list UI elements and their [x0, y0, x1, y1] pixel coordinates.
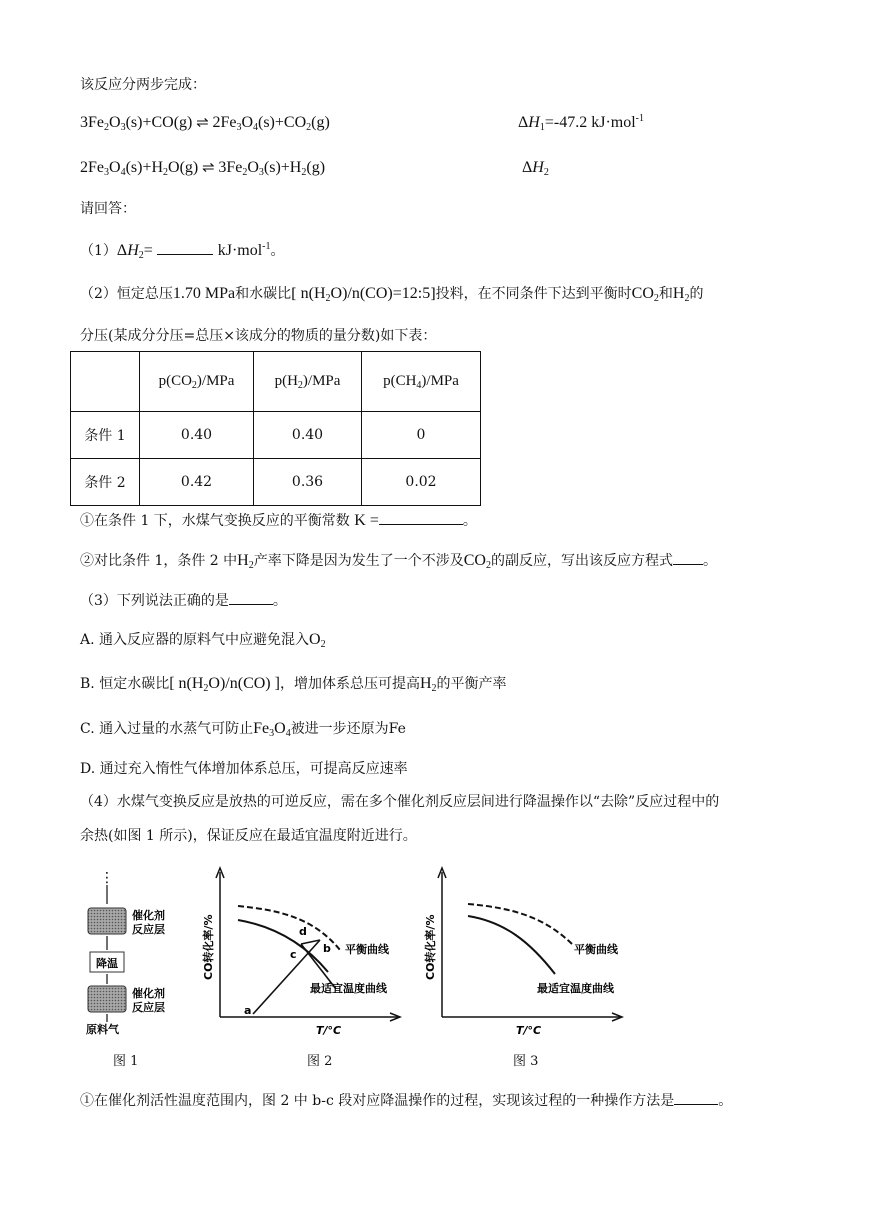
reaction-1: $3Fe_2O_3(s)+CO(g)$ ⇌ $2Fe_3O_4(s)+CO_2(g)$ [80, 114, 330, 133]
table-cell: 0 [362, 412, 481, 459]
catalyst-layer-label: 催化剂 [132, 987, 165, 1000]
equilibrium-arrow-icon: ⇌ [192, 115, 213, 131]
question-4-1 [80, 1090, 732, 1111]
partial-pressure-table [70, 351, 481, 506]
table-cell: 0.42 [140, 459, 254, 506]
question-2-line-2: 分压(某成分分压=总压×该成分的物质的量分数)如下表： [80, 328, 437, 344]
path-a-to-b [253, 940, 320, 1014]
optimum-temperature-curve [468, 916, 555, 974]
table-cell: 0.40 [254, 412, 362, 459]
catalyst-layer-bottom [88, 986, 126, 1012]
continuation-dots-icon: ⋮ [100, 870, 114, 886]
point-label-a: a [244, 1004, 252, 1017]
table-header-ch4: $p(CH_4)$/MPa [362, 352, 481, 412]
reaction-2-enthalpy: $\Delta H_2$ [522, 159, 549, 178]
optimum-curve-label: 最适宜温度曲线 [310, 982, 387, 995]
catalyst-layer-label: 反应层 [132, 923, 165, 936]
figure-1-diagram [78, 870, 188, 1040]
answer-blank[interactable] [157, 240, 213, 255]
question-4-1-end: 。 [718, 1093, 733, 1109]
table-cell: 0.36 [254, 459, 362, 506]
reaction-2: $2Fe_3O_4(s)+H_2O(g)$ ⇌ $3Fe_2O_3(s)+H_2(g)$ [80, 159, 326, 178]
option-b: B. 恒定水碳比[ $n(H_2O)/n(CO)$ ]，增加体系总压可提高$H_2$的平衡产率 [80, 675, 507, 694]
table-cell: 0.02 [362, 459, 481, 506]
table-header-co2: $p(CO_2)$/MPa [140, 352, 254, 412]
figure-1-caption: 图 1 [113, 1054, 139, 1069]
point-label-d: d [299, 925, 307, 938]
optimum-curve-label: 最适宜温度曲线 [537, 982, 614, 995]
reaction-1-enthalpy: $\Delta H_1=-47.2$ kJ·mol$^{-1}$ [518, 113, 644, 133]
equilibrium-curve-label: 平衡曲线 [574, 943, 618, 956]
answer-blank[interactable] [229, 590, 273, 605]
figure-2-chart [198, 862, 418, 1042]
feed-gas-label: 原料气 [86, 1023, 119, 1036]
question-4-line-2: 余热(如图 1 所示)，保证反应在最适宜温度附近进行。 [80, 828, 417, 844]
option-c: C. 通入过量的水蒸气可防止$Fe_3O_4$被进一步还原为Fe [80, 720, 406, 739]
please-answer: 请回答： [80, 201, 136, 217]
table-cell: 条件 1 [71, 412, 140, 459]
y-axis-label: CO转化率/% [202, 914, 215, 980]
table-cell: 条件 2 [71, 459, 140, 506]
question-3: （3）下列说法正确的是 。 [80, 590, 287, 611]
figure-2-caption: 图 2 [307, 1054, 333, 1069]
equilibrium-curve-label: 平衡曲线 [345, 943, 389, 956]
catalyst-layer-top [88, 908, 126, 934]
option-a: A. 通入反应器的原料气中应避免混入$O_2$ [80, 631, 326, 650]
answer-blank[interactable] [674, 1090, 718, 1105]
point-label-c: c [290, 948, 297, 961]
question-2-line-1: （2）恒定总压1.70 MPa和水碳比[ $n(H_2O)/n(CO)=12:5$]投料，在不同条件下达到平衡时$CO_2$和$H_2$的 [80, 285, 704, 304]
question-1: $(1)\Delta H_2= kJ\cdot mol^{-1}$。 [80, 241, 285, 261]
option-d: D. 通过充入惰性气体增加体系总压，可提高反应速率 [80, 761, 408, 777]
table-cell: 0.40 [140, 412, 254, 459]
question-2-1: ①在条件 1 下，水煤气变换反应的平衡常数 K = 。 [80, 512, 477, 529]
question-4-1-text: ①在催化剂活性温度范围内，图 2 中 b-c 段对应降温操作的过程，实现该过程的一种操作方法是 [80, 1093, 675, 1109]
question-2-2: ②对比条件 1，条件 2 中$H_2$产率下降是因为发生了一个不涉及$CO_2$的副反应，写出该反应方程式 。 [80, 552, 717, 571]
cooling-label: 降温 [96, 957, 118, 970]
catalyst-layer-label: 反应层 [132, 1001, 165, 1014]
y-axis-label: CO转化率/% [424, 914, 437, 980]
answer-blank[interactable] [673, 550, 703, 565]
x-axis-label: T/°C [316, 1024, 342, 1037]
point-label-b: b [323, 942, 331, 955]
equilibrium-arrow-icon: ⇌ [198, 160, 219, 176]
figure-3-chart [420, 862, 640, 1042]
figure-3-caption: 图 3 [513, 1054, 539, 1069]
table-header-h2: $p(H_2)$/MPa [254, 352, 362, 412]
intro-text: 该反应分两步完成： [80, 77, 206, 93]
answer-blank[interactable] [379, 510, 463, 525]
question-4-line-1: （4）水煤气变换反应是放热的可逆反应，需在多个催化剂反应层间进行降温操作以“去除”反应过程中的 [80, 794, 720, 810]
table-header-empty [71, 352, 140, 412]
catalyst-layer-label: 催化剂 [132, 909, 165, 922]
x-axis-label: T/°C [516, 1024, 542, 1037]
